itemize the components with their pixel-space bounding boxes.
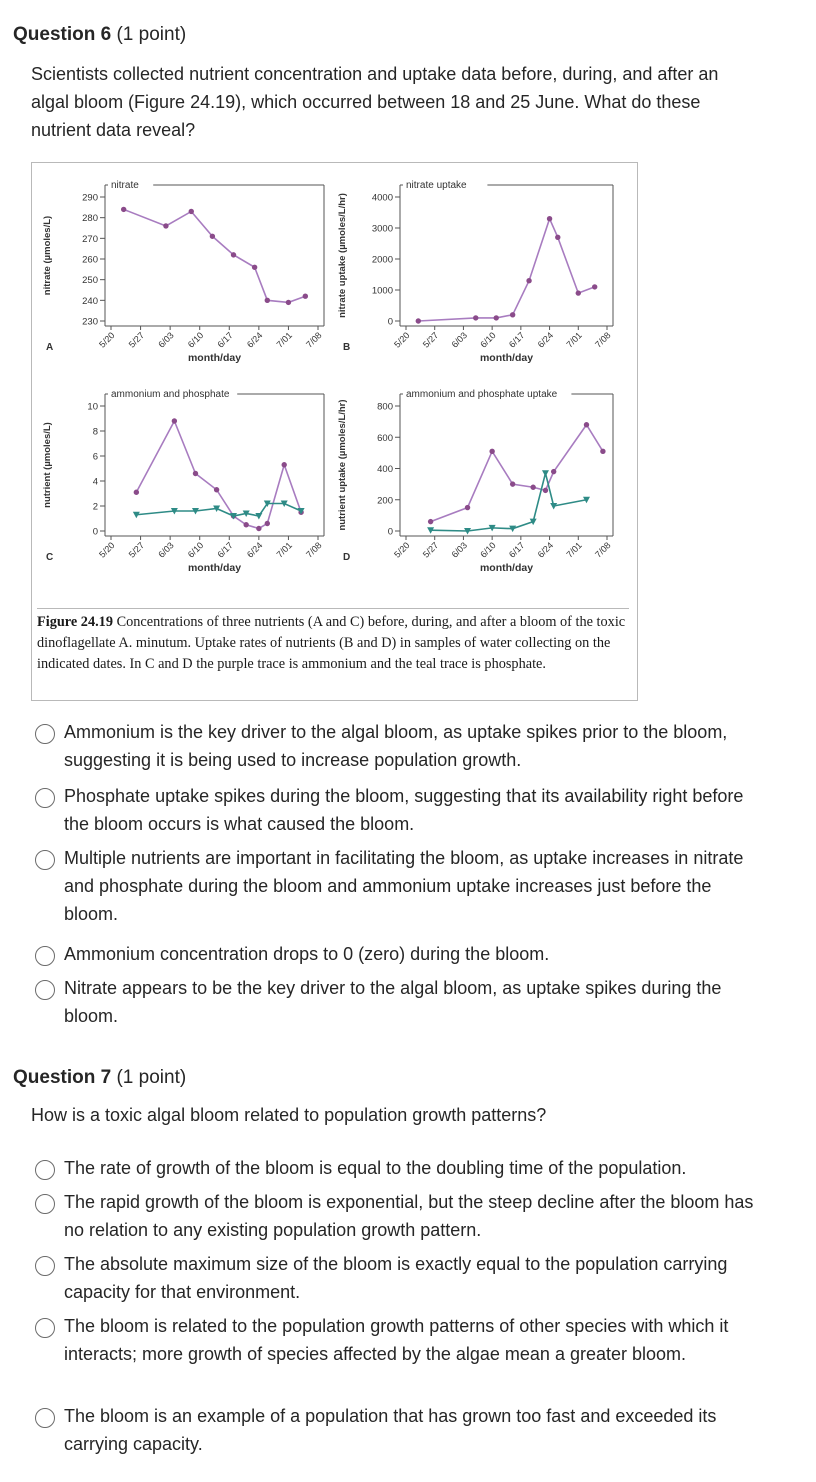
x-tick-label: 6/03 (156, 540, 176, 560)
data-point (576, 290, 581, 295)
series-line (431, 425, 603, 522)
data-point (256, 526, 261, 531)
x-tick-label: 6/03 (156, 330, 176, 350)
y-tick-label: 4 (92, 476, 98, 488)
figure-charts (32, 163, 637, 608)
choice-label: Phosphate uptake spikes during the bloom, suggesting that its availability right before the bloom occurs is what caused the bloom. (64, 786, 744, 834)
figure-caption (37, 608, 629, 675)
data-point (543, 488, 548, 493)
x-tick-label: 7/08 (593, 330, 613, 350)
x-tick-label: 5/20 (97, 330, 117, 350)
choice-label: Multiple nutrients are important in facilitating the bloom, as uptake increases in nitrate and phosphate during the bloom and ammonium uptake increases just before the bloom. (64, 848, 744, 924)
y-tick-label: 250 (82, 275, 98, 287)
data-point (547, 216, 552, 221)
y-tick-label: 260 (82, 254, 98, 266)
phosphate-point (542, 470, 549, 477)
y-axis-label: nitrate (µmoles/L) (42, 215, 53, 296)
question-7-title (13, 1067, 186, 1089)
y-tick-label: 6 (92, 451, 98, 463)
x-tick-label: 6/24 (535, 330, 556, 350)
x-tick-label: 7/01 (564, 330, 584, 350)
panel-letter: C (46, 552, 54, 563)
y-tick-label: 0 (387, 526, 393, 538)
x-tick-label: 6/10 (185, 540, 206, 560)
question-number: Question 7 (13, 1067, 112, 1088)
radio-button[interactable] (35, 788, 55, 808)
phosphate-series-line (136, 504, 301, 517)
data-point (252, 265, 257, 270)
x-axis-label: month/day (187, 352, 242, 364)
data-point (551, 469, 556, 474)
y-tick-label: 230 (82, 316, 98, 328)
data-point (510, 312, 515, 317)
y-tick-label: 2 (92, 501, 98, 513)
data-point (265, 298, 270, 303)
data-point (489, 449, 494, 454)
data-point (473, 315, 478, 320)
x-tick-label: 7/08 (304, 540, 324, 560)
panel-letter: A (46, 342, 54, 353)
x-tick-label: 6/10 (478, 330, 498, 350)
y-tick-label: 200 (377, 495, 393, 507)
radio-button[interactable] (35, 850, 55, 870)
y-tick-label: 280 (82, 213, 98, 225)
data-point (592, 284, 597, 289)
data-point (265, 521, 270, 526)
data-point (172, 418, 177, 423)
y-tick-label: 0 (92, 526, 98, 538)
data-point (243, 522, 248, 527)
panel-title: ammonium and phosphate (111, 389, 230, 400)
data-point (214, 487, 219, 492)
data-point (231, 252, 236, 257)
caption-text: Concentrations of three nutrients (A and C) before, during, and after a bloom of the toxic dinoflagellate A. minutum. Uptake rates of nutrients (B and D) in samples of water collecting on the indicated dates. In C and D the purple trace is ammonium and the teal trace is phosphate. (37, 614, 626, 672)
data-point (193, 471, 198, 476)
x-tick-label: 6/17 (507, 540, 527, 560)
x-tick-label: 5/27 (126, 540, 147, 560)
x-tick-label: 6/17 (507, 330, 527, 350)
radio-button[interactable] (35, 1408, 55, 1428)
panel-letter: B (343, 342, 351, 353)
y-tick-label: 8 (92, 426, 98, 438)
question-6-prompt: Scientists collected nutrient concentration and uptake data before, during, and after an algal bloom (Figure 24.19), which occurred between 18 and 25 June. What do these nutrient data reveal? (31, 64, 719, 140)
x-tick-label: 7/01 (274, 540, 295, 560)
radio-button[interactable] (35, 980, 55, 1000)
series-line (124, 209, 306, 302)
choice-label: The bloom is related to the population growth patterns of other species with which it interacts; more growth of species affected by the algae mean a greater bloom. (64, 1316, 729, 1364)
x-tick-label: 7/08 (304, 330, 324, 350)
y-tick-label: 800 (377, 401, 393, 413)
x-tick-label: 6/24 (535, 540, 556, 560)
data-point (465, 505, 470, 510)
panel-title: nitrate uptake (406, 180, 467, 191)
caption-label: Figure 24.19 (37, 614, 113, 630)
y-tick-label: 2000 (371, 254, 393, 266)
x-axis-label: month/day (187, 562, 242, 574)
data-point (494, 315, 499, 320)
x-tick-label: 6/17 (215, 540, 235, 560)
y-tick-label: 4000 (371, 192, 393, 204)
data-point (526, 278, 531, 283)
series-line (418, 219, 594, 321)
x-tick-label: 5/27 (420, 330, 441, 350)
data-point (416, 318, 421, 323)
choice-label: Ammonium concentration drops to 0 (zero) during the bloom. (64, 944, 550, 964)
y-tick-label: 3000 (371, 223, 393, 235)
choice-label: The absolute maximum size of the bloom is exactly equal to the population carrying capacity for that environment. (64, 1254, 728, 1302)
x-tick-label: 6/24 (245, 540, 265, 560)
y-tick-label: 0 (387, 316, 393, 328)
x-tick-label: 5/27 (420, 540, 441, 560)
data-point (210, 234, 215, 239)
radio-button[interactable] (35, 1318, 55, 1338)
data-point (600, 449, 605, 454)
x-tick-label: 5/27 (126, 330, 147, 350)
question-6-title (13, 24, 186, 46)
choice-label: The bloom is an example of a population that has grown too fast and exceeded its carrying capacity. (64, 1406, 717, 1454)
x-tick-label: 6/03 (449, 540, 470, 560)
x-tick-label: 5/20 (392, 330, 412, 350)
data-point (555, 235, 560, 240)
data-point (303, 294, 308, 299)
x-tick-label: 7/01 (564, 540, 584, 560)
panel-letter: D (343, 552, 351, 563)
radio-button[interactable] (35, 1194, 55, 1214)
data-point (286, 300, 291, 305)
figure-24-19 (31, 162, 638, 701)
data-point (163, 223, 168, 228)
y-tick-label: 240 (82, 295, 98, 307)
x-axis-label: month/day (479, 562, 534, 574)
data-point (428, 519, 433, 524)
y-axis-label: nutrient (µmoles/L) (42, 422, 53, 508)
x-tick-label: 6/17 (215, 330, 235, 350)
panel-title: nitrate (111, 180, 139, 191)
y-axis-label: nitrate uptake (µmoles/L/hr) (337, 193, 348, 318)
x-tick-label: 6/10 (185, 330, 206, 350)
question-7-prompt: How is a toxic algal bloom related to population growth patterns? (31, 1105, 547, 1125)
choice-label: Ammonium is the key driver to the algal bloom, as uptake spikes prior to the bloom, suggesting it is being used to increase population growth. (64, 722, 728, 770)
x-axis-label: month/day (479, 352, 534, 364)
y-tick-label: 10 (87, 401, 98, 413)
x-tick-label: 6/24 (245, 330, 265, 350)
panel-title: ammonium and phosphate uptake (406, 389, 558, 400)
y-tick-label: 1000 (371, 285, 393, 297)
question-points: (1 point) (116, 24, 187, 45)
x-tick-label: 7/01 (274, 330, 295, 350)
question-number: Question 6 (13, 24, 112, 45)
choice-label: The rapid growth of the bloom is exponential, but the steep decline after the bloom has no relation to any existing population growth pattern. (64, 1192, 754, 1240)
y-tick-label: 600 (377, 432, 393, 444)
x-tick-label: 5/20 (392, 540, 412, 560)
choice-label: Nitrate appears to be the key driver to the algal bloom, as uptake spikes during the bloom. (64, 978, 722, 1026)
data-point (121, 207, 126, 212)
radio-button[interactable] (35, 1256, 55, 1276)
x-tick-label: 7/08 (593, 540, 613, 560)
phosphate-series-line (431, 473, 587, 531)
y-tick-label: 290 (82, 192, 98, 204)
y-tick-label: 270 (82, 233, 98, 245)
x-tick-label: 6/03 (449, 330, 470, 350)
data-point (282, 462, 287, 467)
data-point (584, 422, 589, 427)
data-point (134, 490, 139, 495)
data-point (530, 485, 535, 490)
y-axis-label: nutrient uptake (µmoles/L/hr) (337, 399, 348, 531)
x-tick-label: 5/20 (97, 540, 117, 560)
choice-label: The rate of growth of the bloom is equal to the doubling time of the population. (64, 1158, 687, 1178)
radio-button[interactable] (35, 724, 55, 744)
question-points: (1 point) (116, 1067, 187, 1088)
data-point (510, 481, 515, 486)
radio-button[interactable] (35, 1160, 55, 1180)
x-tick-label: 6/10 (478, 540, 498, 560)
radio-button[interactable] (35, 946, 55, 966)
data-point (189, 209, 194, 214)
y-tick-label: 400 (377, 464, 393, 475)
